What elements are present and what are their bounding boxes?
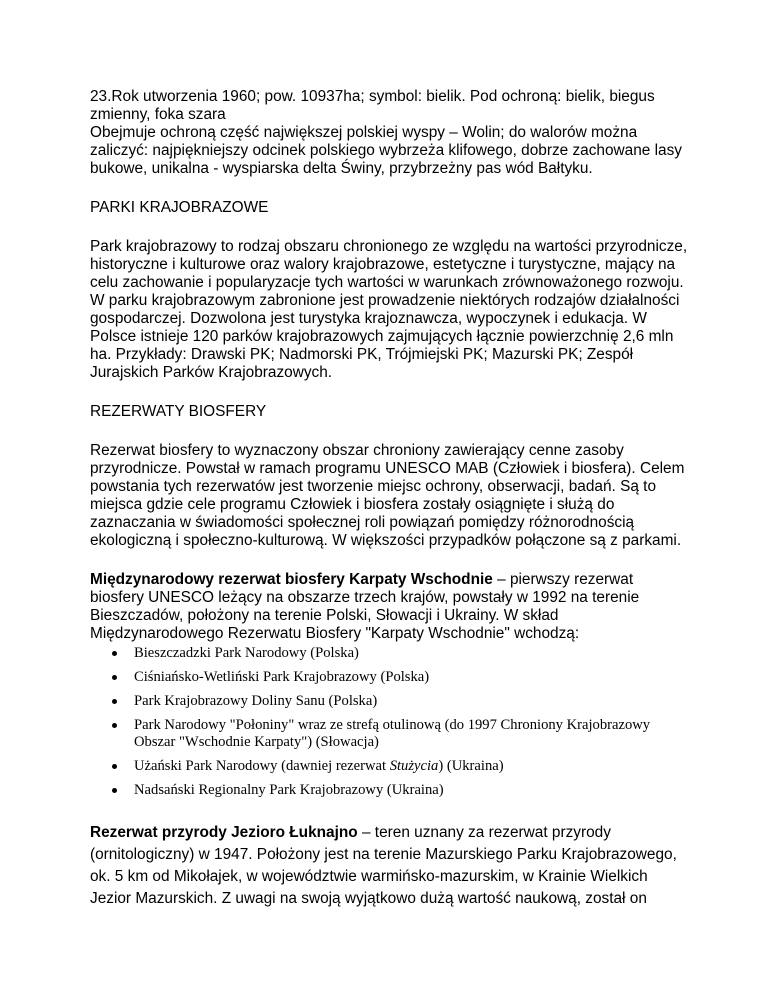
luknajno-text: – teren uznany za rezerwat przyrody (ornitologiczny) w 1947. Położony jest na terenie Mazurskiego Parku Krajobrazowego, ok. 5 km od Mikołajek, w województwie warmińsko-mazurskim, w Krainie Wielkich Jezior Mazurskich. Z uwagi na swoją wyjątkowo dużą wartość naukową, został on [90, 824, 677, 907]
list-item-text-end: ) (Ukraina) [438, 758, 504, 774]
list-item: Bieszczadzki Park Narodowy (Polska) [112, 645, 690, 662]
wolin-line-1: 23.Rok utworzenia 1960; pow. 10937ha; symbol: bielik. Pod ochroną: bielik, biegus [90, 88, 655, 105]
parki-paragraph: Park krajobrazowy to rodzaj obszaru chronionego ze względu na wartości przyrodnicze, historyczne i kulturowe oraz walory krajobrazowe, estetyczne i turystyczne, mający na celu zachowanie i popularyzacje tych wartości w warunkach zrównoważonego rozwoju. W parku krajobrazowym zabronione jest prowadzenie niektórych rodzajów działalności gospodarczej. Dozwolona jest turystyka krajoznawcza, wypoczynek i edukacja. W Polsce istnieje 120 parków krajobrazowych zajmujących łącznie powierzchnię 2,6 mln ha. Przykłady: Drawski PK; Nadmorski PK, Trójmiejski PK; Mazurski PK; Zespół Jurajskich Parków Krajobrazowych. [90, 238, 688, 381]
list-item: Ciśniańsko-Wetliński Park Krajobrazowy (Polska) [112, 669, 690, 686]
list-item-text: Użański Park Narodowy (dawniej rezerwat [134, 758, 390, 774]
document-page [90, 88, 690, 910]
wolin-line-2: zmienny, foka szara [90, 106, 226, 123]
list-item [112, 758, 690, 775]
list-item: Park Krajobrazowy Doliny Sanu (Polska) [112, 693, 690, 710]
karpaty-paragraph [90, 571, 690, 643]
wolin-block [90, 88, 690, 178]
luknajno-title: Rezerwat przyrody Jezioro Łuknajno [90, 824, 358, 841]
parki-heading: PARKI KRAJOBRAZOWE [90, 199, 269, 216]
luknajno-paragraph [90, 822, 690, 910]
list-item: Park Narodowy "Połoniny" wraz ze strefą otulinową (do 1997 Chroniony Krajobrazowy Obszar "Wschodnie Karpaty") (Słowacja) [112, 717, 690, 751]
karpaty-title: Międzynarodowy rezerwat biosfery Karpaty Wschodnie [90, 571, 493, 588]
list-item-italic: Stużycia [389, 758, 439, 774]
rezerwaty-heading: REZERWATY BIOSFERY [90, 403, 267, 420]
karpaty-list [90, 645, 690, 799]
list-item: Nadsański Regionalny Park Krajobrazowy (Ukraina) [112, 782, 690, 799]
karpaty-text: – pierwszy rezerwat biosfery UNESCO leżący na obszarze trzech krajów, powstały w 1992 na terenie Bieszczadów, położony na terenie Polski, Słowacji i Ukrainy. W skład Międzynarodowego Rezerwatu Biosfery "Karpaty Wschodnie" wchodzą: [90, 571, 640, 642]
wolin-paragraph: Obejmuje ochroną część największej polskiej wyspy – Wolin; do walorów można zaliczyć: najpiękniejszy odcinek polskiego wybrzeża klifowego, dobrze zachowane lasy bukowe, unikalna - wyspiarska delta Świny, przybrzeżny pas wód Bałtyku. [90, 124, 682, 177]
rezerwaty-paragraph: Rezerwat biosfery to wyznaczony obszar chroniony zawierający cenne zasoby przyrodnicze. Powstał w ramach programu UNESCO MAB (Człowiek i biosfera). Celem powstania tych rezerwatów jest tworzenie miejsc ochrony, obserwacji, badań. Są to miejsca gdzie cele programu Człowiek i biosfera zostały osiągnięte i służą do zaznaczania w świadomości społecznej roli powiązań pomiędzy różnorodnością ekologiczną i społeczno-kulturową. W większości przypadków połączone są z parkami. [90, 442, 685, 549]
